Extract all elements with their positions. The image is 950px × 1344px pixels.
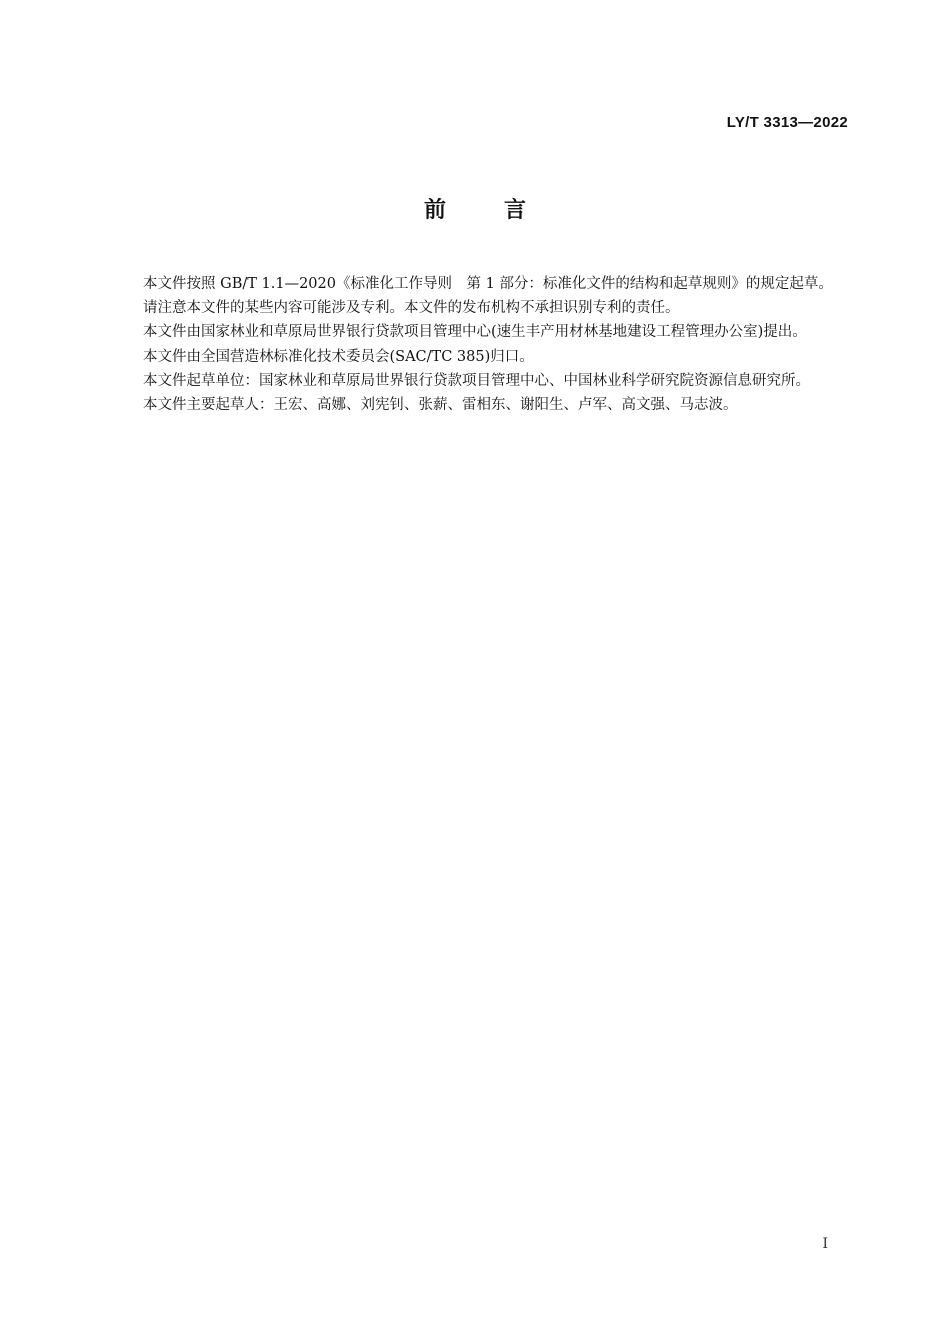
page-title-char-2: 言 <box>504 198 527 223</box>
paragraph-drafting-organizations: 本文件起草单位：国家林业和草原局世界银行贷款项目管理中心、中国林业科学研究院资源信息研究所。 <box>143 372 810 389</box>
foreword-body <box>114 272 848 417</box>
page-title <box>0 196 950 226</box>
paragraph-main-drafters: 本文件主要起草人：王宏、高娜、刘宪钊、张薪、雷相东、谢阳生、卢军、高文强、马志波。 <box>143 397 738 414</box>
page-number: I <box>822 1236 828 1252</box>
page-title-char-1: 前 <box>423 198 446 223</box>
paragraph-proposer: 本文件由国家林业和草原局世界银行贷款项目管理中心(速生丰产用材林基地建设工程管理办公室)提出。 <box>143 324 807 341</box>
paragraph-patent-notice: 请注意本文件的某些内容可能涉及专利。本文件的发布机构不承担识别专利的责任。 <box>143 300 680 317</box>
standard-code: LY/T 3313—2022 <box>726 114 848 131</box>
paragraph-drafting-rules: 本文件按照 GB/T 1.1—2020《标准化工作导则 第 1 部分：标准化文件的结构和起草规则》的规定起草。 <box>143 276 833 292</box>
paragraph-technical-committee: 本文件由全国营造林标准化技术委员会(SAC/TC 385)归口。 <box>143 348 534 365</box>
